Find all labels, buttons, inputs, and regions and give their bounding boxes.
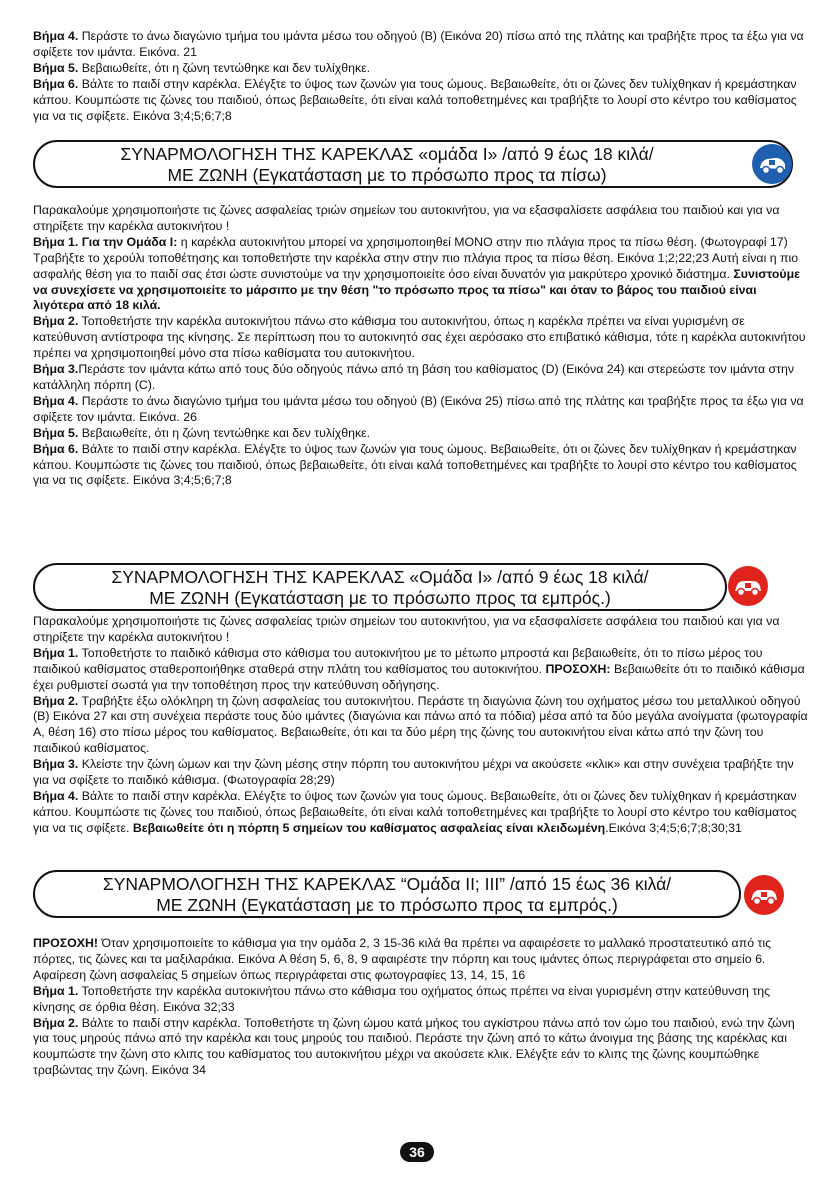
warning-paragraph bbox=[33, 936, 809, 984]
section-group1-forward-facing bbox=[33, 614, 809, 837]
step-text: Τραβήξτε έξω ολόκληρη τη ζώνη ασφαλείας του αυτοκινήτου. Περάστε τη διαγώνια ζώνη του οχήματος μέσω του μεταλλικού οδηγού (B) Εικόνα 27 και στη συνέχεια περάστε τους δύο ιμάντες (διαγώνια και πάνω από τα πόδια) μέσα από τα δύο μεγάλα ανοίγματα (φωτογραφία A, θέση 16) στο πίσω μέρος του καθίσματος. Βεβαιωθείτε, ότι και τα δύο μέρη της ζώνης του αυτοκινήτου είναι κάτω από την ζώνη του παιδικού καθίσματος. bbox=[33, 693, 808, 756]
step-label: Βήμα 1. bbox=[33, 983, 79, 998]
step-text: Περάστε το άνω διαγώνιο τμήμα του ιμάντα μέσω του οδηγού (B) (Εικόνα 20) πίσω από της πλάτης και τραβήξτε προς τα έξω για να σφίξετε τον ιμάντα. Εικόνα. 21 bbox=[33, 29, 804, 59]
section-group1-rear-facing bbox=[33, 203, 809, 489]
step-paragraph bbox=[33, 426, 809, 442]
section-continued-steps bbox=[33, 29, 809, 124]
step-label: Βήμα 3. bbox=[33, 362, 79, 377]
step-text: Βάλτε το παιδί στην καρέκλα. Τοποθετήστε τη ζώνη ώμου κατά μήκος του αγκίστρου πάνω από τον ώμο του παιδιού, ενώ την ζώνη για τους μηρούς πάνω από την καρέκλα και τους μηρούς του παιδιού. Περάστε την ζώνη από το κάτω άνοιγμα της βάσης της καρέκλας και κουμπώστε την ζώνη στο κλιπς του καθίσματος του αυτοκινήτου μέχρι να ακούσετε κλικ. Ελέγξτε εάν το κλιπς της ζώνης κουμπώθηκε τραβώντας την ζώνη. Εικόνα 34 bbox=[33, 1015, 795, 1078]
step-text: Τοποθετήστε την καρέκλα αυτοκινήτου πάνω στο κάθισμα του αυτοκινήτου, όπως η καρέκλα πρέπει να είναι γυρισμένη σε κατεύθυνση αντίστροφα της κίνησης. Σε περίπτωση που το αυτοκινητό σας έχει αερόσακο στο επιβατικό κάθισμα, τότε η καρέκλα αυτοκινήτου πρέπει να χρησιμοποιηθεί μόνο στα πίσω καθίσματα του αυτοκινήτου. bbox=[33, 314, 806, 361]
step-text: Βάλτε το παιδί στην καρέκλα. Ελέγξτε το ύψος των ζωνών για τους ώμους. Βεβαιωθείτε, ότι οι ζώνες δεν τυλίχθηκαν ή κρεμάστηκαν κάπου. Κουμπώστε τις ζώνες του παιδιού, όπως βεβαιωθείτε, ότι είναι καλά τοποθετημένες και τραβήξτε το λουρί στο κέντρο του καθίσματος για να τις σφίξετε. Εικόνα 3;4;5;6;7;8 bbox=[33, 76, 797, 123]
step-text: Βάλτε το παιδί στην καρέκλα. Ελέγξτε το ύψος των ζωνών για τους ώμους. Βεβαιωθείτε, ότι οι ζώνες δεν τυλίχθηκαν ή κρεμάστηκαν κάπου. Κουμπώστε τις ζώνες του παιδιού, όπως βεβαιωθείτε, ότι είναι καλά τοποθετημένες και τραβήξτε το λουρί στο κέντρο του καθίσματος για να τις σφίξετε. Εικόνα 3;4;5;6;7;8 bbox=[33, 441, 797, 488]
step-label: Βήμα 3. bbox=[33, 757, 79, 772]
section-heading-group1-forward-facing bbox=[33, 563, 727, 611]
step-text: Βεβαιωθείτε, ότι η ζώνη τεντώθηκε και δεν τυλίχθηκε. bbox=[78, 60, 371, 75]
step-paragraph bbox=[33, 394, 809, 426]
step-paragraph bbox=[33, 1016, 809, 1080]
step-label: Βήμα 4. bbox=[33, 393, 79, 408]
step-text: Βεβαιωθείτε, ότι η ζώνη τεντώθηκε και δεν τυλίχθηκε. bbox=[78, 425, 371, 440]
step-paragraph bbox=[33, 61, 809, 77]
step-label: Βήμα 6. bbox=[33, 76, 79, 91]
step-label: Βήμα 1. bbox=[33, 645, 79, 660]
warning-label: ΠΡΟΣΟΧΗ! bbox=[33, 936, 99, 950]
step-paragraph bbox=[33, 235, 809, 315]
step-paragraph bbox=[33, 29, 809, 61]
heading-line-2: ΜΕ ΖΩΝΗ (Εγκατάσταση με το πρόσωπο προς τα εμπρός.) bbox=[156, 895, 618, 915]
step-paragraph bbox=[33, 757, 809, 789]
heading-line-1: ΣΥΝΑΡΜΟΛΟΓΗΣΗ ΤΗΣ ΚΑΡΕΚΛΑΣ «Ομάδα I» /από 9 έως 18 κιλά/ bbox=[111, 567, 649, 587]
step-text: Τοποθετήστε την καρέκλα αυτοκινήτου πάνω στο κάθισμα του οχήματος όπως πρέπει να είναι γυρισμένη στην κατεύθυνση της κίνησης σε όρθια θέση. Εικόνα 32;33 bbox=[33, 983, 771, 1014]
intro-paragraph: Παρακαλούμε χρησιμοποιήστε τις ζώνες ασφαλείας τριών σημείων του αυτοκινήτου, για να εξασφαλίσετε ασφάλεια του παιδιού και για να στηρίξετε την καρέκλα αυτοκινήτου ! bbox=[33, 203, 780, 233]
heading-line-1: ΣΥΝΑΡΜΟΛΟΓΗΣΗ ΤΗΣ ΚΑΡΕΚΛΑΣ «ομάδα I» /από 9 έως 18 κιλά/ bbox=[120, 144, 654, 164]
step-label: Βήμα 4. bbox=[33, 29, 79, 43]
step-label: Βήμα 5. bbox=[33, 425, 79, 440]
step-label: Βήμα 2. bbox=[33, 1015, 79, 1030]
step-label: Βήμα 4. bbox=[33, 788, 79, 803]
step-text: .Εικόνα 3;4;5;6;7;8;30;31 bbox=[605, 820, 742, 835]
rear-facing-car-icon bbox=[752, 144, 792, 184]
step-paragraph bbox=[33, 646, 809, 694]
step-label: Βήμα 1. Για την Ομάδα I: bbox=[33, 234, 178, 249]
step-label: Βήμα 2. bbox=[33, 314, 79, 329]
section-group2-3-forward-facing bbox=[33, 936, 809, 1079]
heading-line-2: ΜΕ ΖΩΝΗ (Εγκατάσταση με το πρόσωπο προς τα πίσω) bbox=[167, 165, 607, 185]
section-heading-group2-3-forward-facing bbox=[33, 870, 741, 918]
step-paragraph bbox=[33, 442, 809, 490]
step-label: Βήμα 2. bbox=[33, 693, 79, 708]
step-text: η καρέκλα αυτοκινήτου μπορεί να χρησιμοποιηθεί ΜΟΝΟ στην πιο πλάγια προς τα πίσω θέση. (Φωτογραφί 17) Τραβήξτε το χερούλι τοποθέτησης και τοποθετήστε την καρέκλα στην στην πιο πλάγια προς τα πίσω θέση. Εικόνα 1;2;22;23 Αυτή είναι η πιο ασφαλής θέση για το παιδί σας έτσι ώστε συνιστούμε να την χρησιμοποιείτε όσο είναι δυνατόν για μακρύτερο χρονικό διάστημα. bbox=[33, 234, 799, 281]
warning-label: ΠΡΟΣΟΧΗ: bbox=[545, 661, 611, 676]
step-paragraph bbox=[33, 789, 809, 837]
step-text: Κλείστε την ζώνη ώμων και την ζώνη μέσης στην πόρπη του αυτοκινήτου μέχρι να ακούσετε «κλικ» και στην συνέχεια τραβήξτε την για να σφίξετε το παιδικό κάθισμα. (Φωτογραφία 28;29) bbox=[33, 757, 794, 788]
forward-facing-car-icon bbox=[728, 566, 768, 606]
step-paragraph bbox=[33, 77, 809, 125]
step-text: Περάστε τον ιμάντα κάτω από τους δύο οδηγούς πάνω από τη βάση του καθίσματος (D) (Εικόνα 24) και στερεώστε τον ιμάντα στην κατάλληλη πόρπη (C). bbox=[33, 362, 795, 392]
step-label: Βήμα 6. bbox=[33, 441, 79, 456]
step-text: Βάλτε το παιδί στην καρέκλα. Ελέγξτε το ύψος των ζωνών για τους ώμους. Βεβαιωθείτε, ότι οι ζώνες δεν τυλίχθηκαν ή κρεμάστηκαν κάπου. Κουμπώστε τις ζώνες του παιδιού, όπως βεβαιωθείτε, ότι είναι καλά τοποθετημένες και τραβήξτε το λουρί στο κέντρο του καθίσματος για να τις σφίξετε. bbox=[33, 788, 797, 835]
step-paragraph bbox=[33, 362, 809, 394]
warning-text: Όταν χρησιμοποιείτε το κάθισμα για την ομάδα 2, 3 15-36 κιλά θα πρέπει να αφαιρέσετε το μαλλακό προστατευτικό από τις πόρτες, τις ζώνες και τα μαξιλαράκια. Εικόνα A θέση 5, 6, 8, 9 αφαιρέστε την πόρπη και τους ιμάντες όπως περιγράφεται στο σημείο 6. Αφαίρεση ζώνη ασφαλείας 5 σημείων όπως περιγράφεται στις φωτογραφίες 13, 14, 15, 16 bbox=[33, 936, 772, 982]
step-paragraph bbox=[33, 694, 809, 758]
recommendation-text: Συνιστούμε να συνεχίσετε να χρησιμοποιείτε το μάρσιπο με την θέση "το πρόσωπο προς τα πίσω" και όταν το βάρος του παιδιού είναι λιγότερα από 18 κιλά. bbox=[33, 266, 800, 313]
step-paragraph bbox=[33, 984, 809, 1016]
heading-line-1: ΣΥΝΑΡΜΟΛΟΓΗΣΗ ΤΗΣ ΚΑΡΕΚΛΑΣ “Ομάδα II; III” /από 15 έως 36 κιλά/ bbox=[102, 874, 672, 894]
page-number: 36 bbox=[400, 1142, 434, 1162]
step-paragraph bbox=[33, 314, 809, 362]
step-label: Βήμα 5. bbox=[33, 60, 79, 75]
step-text: Περάστε το άνω διαγώνιο τμήμα του ιμάντα μέσω του οδηγού (B) (Εικόνα 25) πίσω από της πλάτης και τραβήξτε προς τα έξω για να σφίξετε τον ιμάντα. Εικόνα. 26 bbox=[33, 393, 804, 424]
intro-paragraph: Παρακαλούμε χρησιμοποιήστε τις ζώνες ασφαλείας τριών σημείων του αυτοκινήτου, για να εξασφαλίσετε ασφάλεια του παιδιού και για να στηρίξετε την καρέκλα αυτοκινήτου ! bbox=[33, 614, 780, 644]
forward-facing-car-icon bbox=[744, 875, 784, 915]
section-heading-group1-rear-facing bbox=[33, 140, 793, 188]
heading-line-2: ΜΕ ΖΩΝΗ (Εγκατάσταση με το πρόσωπο προς τα εμπρός.) bbox=[149, 588, 611, 608]
step-text: Τοποθετήστε το παιδικό κάθισμα στο κάθισμα του αυτοκινήτου με το μέτωπο μπροστά και βεβαιωθείτε, ότι το πίσω μέρος του παιδικού καθίσματος σταθεροποιήθηκε σταθερά στην πλάτη του καθίσματος του αυτοκινήτου. bbox=[33, 645, 763, 676]
step-text: Βεβαιωθείτε ότι το παιδικό κάθισμα έχει ρυθμιστεί σωστά για την τοποθέτηση προς την κατεύθυνση οδήγησης. bbox=[33, 661, 805, 692]
important-note: Βεβαιωθείτε ότι η πόρπη 5 σημείων του καθίσματος ασφαλείας είναι κλειδωμένη bbox=[132, 820, 606, 835]
